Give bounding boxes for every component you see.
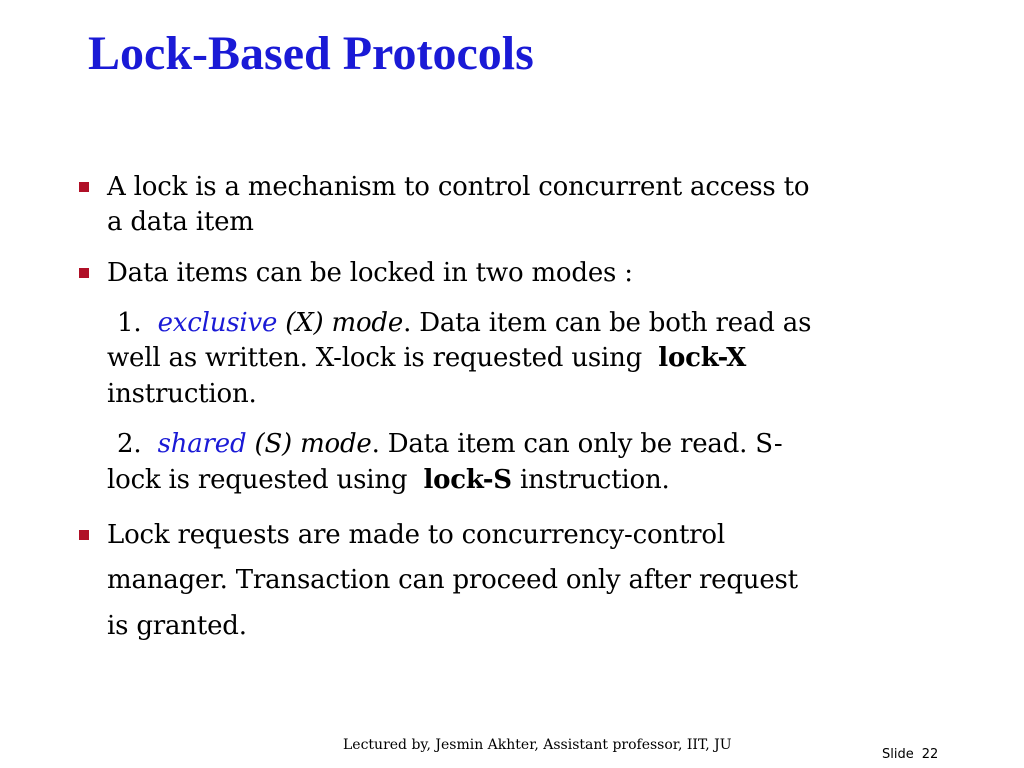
- bullet-3-line-1: Lock requests are made to concurrency-control: [107, 520, 725, 550]
- mode-2-line-2: [107, 463, 670, 497]
- bullet-3-line-2: manager. Transaction can proceed only after request: [107, 565, 798, 595]
- mode-1-line-1: [117, 306, 811, 340]
- mode-1-label: (X) mode: [285, 308, 404, 338]
- mode-2-desc: . Data item can only be read. S-: [371, 429, 783, 459]
- mode-2-line-2-post: instruction.: [519, 465, 670, 495]
- bullet-1-line-2: a data item: [107, 207, 254, 237]
- slide-label: Slide: [882, 747, 914, 762]
- mode-2-keyword: shared: [157, 429, 247, 459]
- mode-1-line-3: instruction.: [107, 379, 257, 409]
- mode-2-number: 2.: [117, 429, 142, 459]
- mode-2-label: (S) mode: [254, 429, 372, 459]
- bullet-marker: [79, 530, 89, 540]
- mode-2-instruction: lock-S: [423, 465, 512, 495]
- mode-1-desc: . Data item can be both read as: [403, 308, 812, 338]
- bullet-marker: [79, 268, 89, 278]
- bullet-marker: [79, 182, 89, 192]
- mode-1-line-2-text: well as written. X-lock is requested using: [107, 343, 643, 373]
- mode-1-number: 1.: [117, 308, 142, 338]
- slide-number-value: 22: [921, 747, 939, 762]
- mode-1-instruction: lock-X: [658, 343, 747, 373]
- mode-1-line-2: [107, 341, 746, 375]
- mode-1-keyword: exclusive: [157, 308, 278, 338]
- slide-title: Lock-Based Protocols: [88, 27, 534, 80]
- footer-credit: Lectured by, Jesmin Akhter, Assistant professor, IIT, JU: [343, 737, 732, 753]
- bullet-1-line-1: A lock is a mechanism to control concurrent access to: [107, 172, 810, 202]
- mode-2-line-2-text: lock is requested using: [107, 465, 408, 495]
- bullet-2-line-1: Data items can be locked in two modes :: [107, 258, 633, 288]
- bullet-3-line-3: is granted.: [107, 611, 247, 641]
- mode-2-line-1: [117, 427, 782, 461]
- slide-number: [882, 746, 938, 764]
